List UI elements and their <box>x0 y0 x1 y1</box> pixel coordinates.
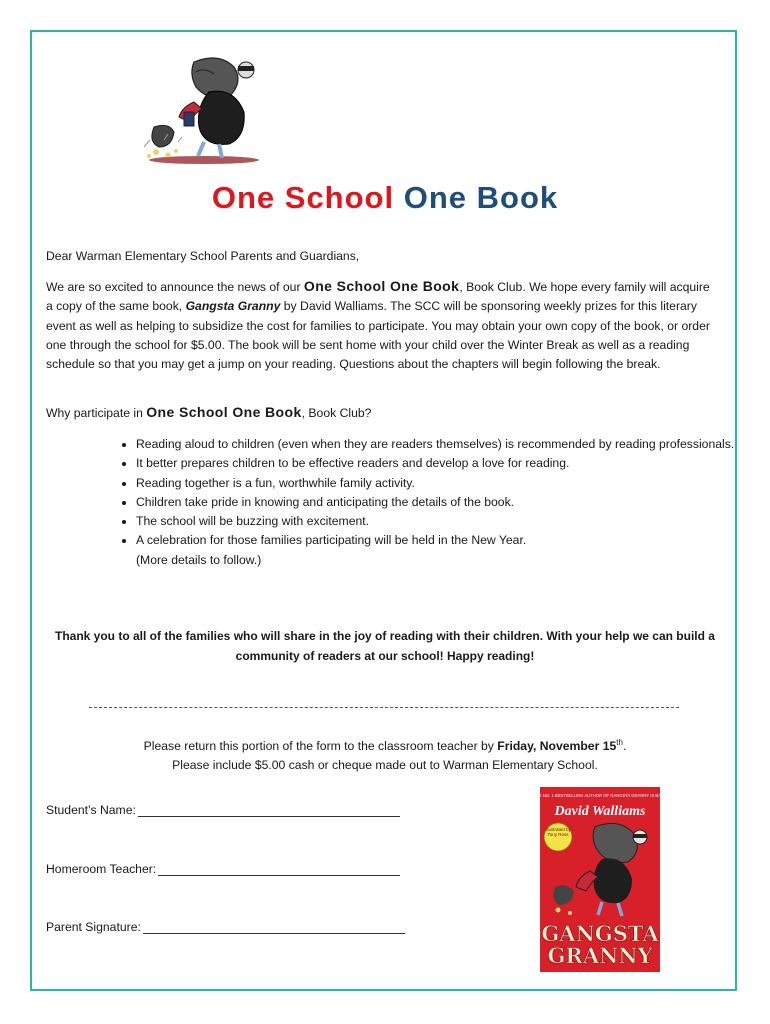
parent-signature-field[interactable] <box>46 920 405 934</box>
program-name: One School One Book <box>146 404 302 420</box>
return-line-2: Please include $5.00 cash or cheque made out to Warman Elementary School. <box>172 758 598 773</box>
intro-text-middle: , Book Club. We hope every family will acquire a copy of the same book, <box>46 280 710 314</box>
return-line-1 <box>0 733 770 756</box>
cover-title-line-2: GRANNY <box>547 943 653 968</box>
cover-badge: Illustrated by Tony Ross <box>545 827 571 837</box>
list-item-text: A celebration for those families participating will be held in the New Year. <box>136 533 527 548</box>
homeroom-teacher-label: Homeroom Teacher: <box>46 862 157 876</box>
student-name-field[interactable] <box>46 803 400 817</box>
intro-paragraph <box>46 277 716 374</box>
thank-you-message: Thank you to all of the families who will share in the joy of reading with their children. With your help we can build a community of readers at our school! Happy reading! <box>55 629 715 663</box>
list-item: • It better prepares children to be effective readers and develop a love for reading. <box>136 454 736 473</box>
parent-signature-blank[interactable] <box>143 921 405 934</box>
why-text-end: , Book Club? <box>301 406 372 420</box>
title-one-book: One Book <box>403 180 559 215</box>
book-cover-image <box>533 787 667 972</box>
list-item <box>136 531 736 570</box>
homeroom-teacher-blank[interactable] <box>158 863 400 876</box>
salutation: Dear Warman Elementary School Parents and Guardians, <box>46 249 360 263</box>
return-deadline: Friday, November 15 <box>497 739 617 754</box>
return-text-end: . <box>622 739 627 754</box>
program-name: One School One Book <box>303 278 460 294</box>
student-name-label: Student’s Name: <box>46 803 136 817</box>
parent-signature-label: Parent Signature: <box>46 920 141 934</box>
list-item: • Reading together is a fun, worthwhile family activity. <box>136 474 736 493</box>
cover-title-line-1: GANGSTA <box>541 921 659 946</box>
page-title <box>0 180 770 216</box>
why-heading <box>46 403 716 423</box>
why-text-start: Why participate in <box>46 406 147 420</box>
list-item: • Children take pride in knowing and anticipating the details of the book. <box>136 493 736 512</box>
cover-author: David Walliams <box>554 804 646 819</box>
list-item: • The school will be buzzing with excitement. <box>136 512 736 531</box>
cut-line <box>89 707 679 708</box>
homeroom-teacher-field[interactable] <box>46 862 400 876</box>
granny-illustration <box>134 52 304 167</box>
deadline-suffix: th <box>616 738 623 747</box>
return-instructions <box>0 733 770 775</box>
intro-text-end: by David Walliams. The SCC will be sponsoring weekly prizes for this literary event as well as helping to subsidize the cost for families to participate. You may obtain your own copy of the book, or order one through the school for $5.00. The book will be sent home with your child over the Winter Break as well as a reading schedule so that you may get a jump on your reading. Questions about the chapters will begin following the break. <box>46 299 710 372</box>
cover-tagline: THE NO. 1 BESTSELLING AUTHOR OF GANGSTA GRANNY IS BACK <box>533 793 667 798</box>
title-one-school: One School <box>211 180 395 215</box>
book-title: Gangsta Granny <box>185 299 281 314</box>
book-cover-art <box>533 787 667 972</box>
intro-text-start: We are so excited to announce the news of our <box>46 280 304 294</box>
list-item: • Reading aloud to children (even when they are readers themselves) is recommended by reading professionals. <box>136 435 736 454</box>
return-text: Please return this portion of the form to the classroom teacher by <box>143 739 498 754</box>
list-item-note: (More details to follow.) <box>136 552 262 567</box>
reasons-list <box>112 435 736 570</box>
student-name-blank[interactable] <box>138 804 400 817</box>
